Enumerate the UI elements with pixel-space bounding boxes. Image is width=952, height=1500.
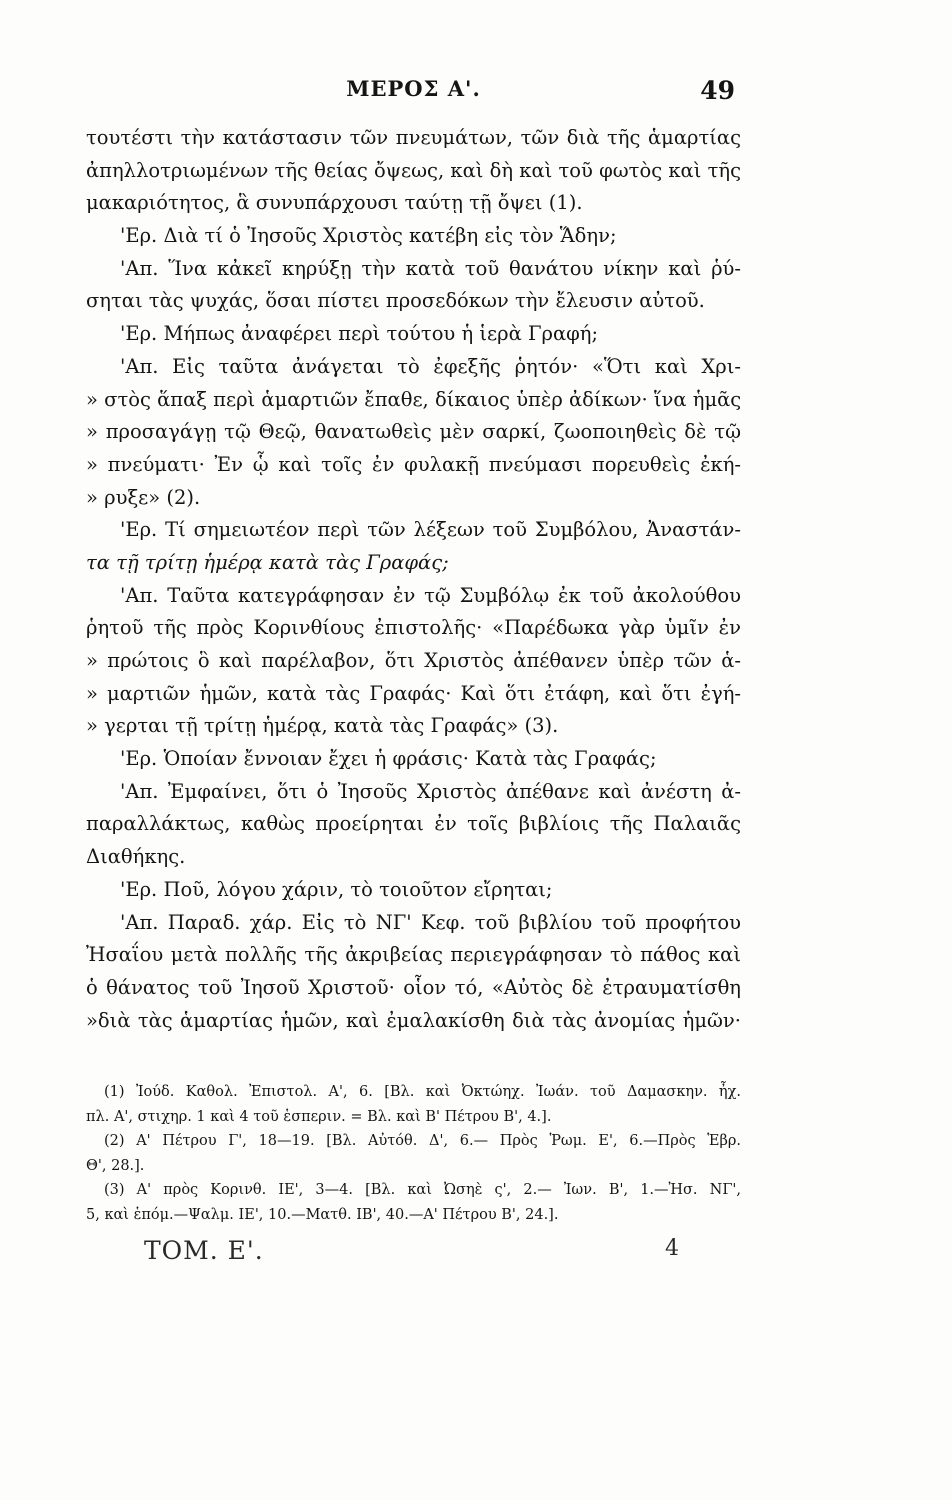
footnotes [86, 1080, 741, 1228]
footnote-line: πλ. Α', στιχηρ. 1 καὶ 4 τοῦ ἑσπεριν. = Βλ. καὶ Β' Πέτρου Β', 4.]. [86, 1108, 552, 1125]
text-line: ὁ θάνατος τοῦ Ἰησοῦ Χριστοῦ· οἷον τό, «Αὐτὸς δὲ ἐτραυματίσθη [86, 975, 741, 999]
page-number: 49 [700, 76, 735, 105]
text-line: παραλλάκτως, καθὼς προείρηται ἐν τοῖς βιβλίοις τῆς Παλαιᾶς [86, 812, 741, 836]
quote-line: » πνεύματι· Ἐν ᾧ καὶ τοῖς ἐν φυλακῇ πνεύμασι πορευθεὶς ἐκή- [86, 452, 741, 476]
quote-line: » γερται τῇ τρίτῃ ἡμέρᾳ, κατὰ τὰς Γραφάς» (3). [86, 714, 559, 738]
text-line: Διαθήκης. [86, 845, 186, 869]
body-text [86, 122, 741, 1037]
footnote-line: (2) Α' Πέτρου Γ', 18—19. [Βλ. Αὐτόθ. Δ', 6.— Πρὸς Ῥωμ. Ε', 6.—Πρὸς Ἑβρ. [104, 1133, 741, 1150]
footnote-line: (3) Α' πρὸς Κορινθ. ΙΕ', 3—4. [Βλ. καὶ Ὠσηὲ ς', 2.— Ἰων. Β', 1.—Ἠσ. ΝΓ', [104, 1182, 741, 1199]
text-line: ἀπηλλοτριωμένων τῆς θείας ὄψεως, καὶ δὴ καὶ τοῦ φωτὸς καὶ τῆς [86, 158, 741, 182]
quote-line: » στὸς ἅπαξ περὶ ἁμαρτιῶν ἔπαθε, δίκαιος ὑπὲρ ἀδίκων· ἵνα ἡμᾶς [86, 387, 741, 411]
text-line: μακαριότητος, ἃ συνυπάρχουσι ταύτῃ τῇ ὄψει (1). [86, 191, 583, 215]
signature-row [86, 1236, 741, 1272]
answer-line: 'Απ. Εἰς ταῦτα ἀνάγεται τὸ ἐφεξῆς ῥητόν· «Ὅτι καὶ Χρι- [120, 354, 741, 378]
quote-line: » ρυξε» (2). [86, 485, 201, 509]
footnote-line: Θ', 28.]. [86, 1157, 145, 1174]
answer-line: 'Απ. Παραδ. χάρ. Εἰς τὸ ΝΓ' Κεφ. τοῦ βιβλίου τοῦ προφήτου [120, 910, 741, 934]
running-head: ΜΕΡΟΣ Α'. [346, 76, 481, 101]
footnote-line: (1) Ἰούδ. Καθολ. Ἐπιστολ. Α', 6. [Βλ. καὶ Ὀκτώηχ. Ἰωάν. τοῦ Δαμασκην. ἦχ. [104, 1084, 741, 1100]
question-line: 'Ερ. Μήπως ἀναφέρει περὶ τούτου ἡ ἱερὰ Γραφή; [120, 322, 599, 346]
text-line: τουτέστι τὴν κατάστασιν τῶν πνευμάτων, τῶν διὰ τῆς ἁμαρτίας [86, 126, 741, 149]
question-line: 'Ερ. Ὁποίαν ἔννοιαν ἔχει ἡ φράσις· Κατὰ τὰς Γραφάς; [120, 747, 657, 771]
text-line: σηται τὰς ψυχάς, ὅσαι πίστει προσεδόκων τὴν ἔλευσιν αὐτοῦ. [86, 289, 705, 313]
answer-line: 'Απ. Ταῦτα κατεγράφησαν ἐν τῷ Συμβόλῳ ἐκ τοῦ ἀκολούθου [120, 583, 741, 607]
text-line: Ἠσαΐου μετὰ πολλῆς τῆς ἀκριβείας περιεγράφησαν τὸ πάθος καὶ [86, 943, 741, 967]
text-line: »διὰ τὰς ἁμαρτίας ἡμῶν, καὶ ἐμαλακίσθη διὰ τὰς ἀνομίας ἡμῶν· [86, 1008, 741, 1032]
text-line: τα τῇ τρίτῃ ἡμέρᾳ κατὰ τὰς Γραφάς; [86, 550, 449, 574]
footnote-line: 5, καὶ ἑπόμ.—Ψαλμ. ΙΕ', 10.—Ματθ. ΙΒ', 40.—Α' Πέτρου Β', 24.]. [86, 1206, 559, 1223]
question-line: 'Ερ. Διὰ τί ὁ Ἰησοῦς Χριστὸς κατέβη εἰς τὸν Ἅδην; [120, 224, 617, 248]
quote-line: » προσαγάγῃ τῷ Θεῷ, θανατωθεὶς μὲν σαρκί, ζωοποιηθεὶς δὲ τῷ [86, 420, 741, 444]
text-line: ῥητοῦ τῆς πρὸς Κορινθίους ἐπιστολῆς· «Παρέδωκα γὰρ ὑμῖν ἐν [86, 616, 741, 640]
question-line: 'Ερ. Τί σημειωτέον περὶ τῶν λέξεων τοῦ Συμβόλου, Ἀναστάν- [120, 518, 741, 542]
question-line: 'Ερ. Ποῦ, λόγου χάριν, τὸ τοιοῦτον εἴρηται; [120, 877, 553, 901]
quote-line: » πρώτοις ὃ καὶ παρέλαβον, ὅτι Χριστὸς ἀπέθανεν ὑπὲρ τῶν ἁ- [86, 649, 741, 672]
page-header [86, 76, 741, 110]
sheet-number: 4 [665, 1236, 679, 1261]
answer-line: 'Απ. Ἵνα κἀκεῖ κηρύξῃ τὴν κατὰ τοῦ θανάτου νίκην καὶ ῥύ- [120, 256, 741, 280]
volume-signature: ΤΟΜ. Ε'. [144, 1236, 264, 1265]
answer-line: 'Απ. Ἐμφαίνει, ὅτι ὁ Ἰησοῦς Χριστὸς ἀπέθανε καὶ ἀνέστη ἀ- [120, 779, 741, 803]
quote-line: » μαρτιῶν ἡμῶν, κατὰ τὰς Γραφάς· Καὶ ὅτι ἐτάφη, καὶ ὅτι ἐγή- [86, 681, 741, 705]
